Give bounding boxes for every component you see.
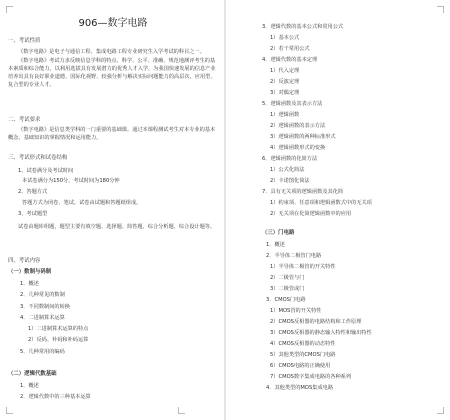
subsection-heading: （一）数制与码制: [8, 269, 52, 275]
list-item: 2）若干常用公式: [270, 46, 310, 52]
list-item: 3．不同数制间的转换: [20, 304, 70, 310]
list-item: 4）CMOS反相器的动态特性: [270, 341, 336, 347]
section-heading: 一、考试性质: [8, 38, 41, 44]
list-item: 7．具有无关项的逻辑函数及其化简: [262, 189, 344, 195]
list-item: 1．概述: [20, 383, 39, 389]
list-item: 1）基本公式: [270, 35, 300, 41]
subsection-heading: （三）门电路: [262, 230, 295, 236]
list-item: 2）逻辑函数的表示方法: [270, 123, 326, 129]
list-item: 3）逻辑函数的两种标准形式: [270, 134, 336, 140]
list-item: 4）逻辑函数形式的变换: [270, 145, 326, 151]
list-item: 1．概述: [266, 242, 285, 248]
crop-mark: [6, 407, 13, 414]
paragraph: 《数字电路》是信息类学科的一门重要的基础课。通过本课程测试考生对本专业的基本概念、基础知识的掌握情况和运用能力。: [8, 127, 216, 141]
list-item: 5．逻辑函数及其表示方法: [262, 101, 323, 107]
subsection-heading: （二）逻辑代数基础: [8, 371, 57, 377]
crop-mark: [6, 6, 13, 13]
paragraph: 《数字电路》考试力求反映信息学科的特点、科学、公平、准确、规范地测评考生的基本素质和综合能力，以利用选拔具有发展潜力的优秀人才入学，为我国快速发展的信息产业培养出具有良好职业道德、国际化视野、较强分析与解决实际问题能力的高层次、应用型、复合型的专业人才。: [8, 58, 216, 88]
list-item: 2．半导体二极管门电路: [266, 253, 322, 259]
list-item: 4．逻辑代数的基本定理: [262, 57, 318, 63]
list-item: 1）半导体二极管的开关特性: [270, 264, 336, 270]
section-heading: 四、考试内容: [8, 258, 41, 264]
list-item: 5．几种常用的编码: [20, 349, 65, 355]
crop-mark: [437, 6, 444, 13]
list-item: 1、试卷满分及考试时间: [18, 168, 74, 174]
list-item: 2、答题方式: [18, 189, 48, 195]
list-item: 3．逻辑代数的基本公式和常用公式: [262, 24, 344, 30]
list-item: 5）其他类型的CMOS门电路: [270, 352, 336, 358]
list-item: 6．逻辑函数的化简方法: [262, 156, 318, 162]
list-item: 本试卷满分为150分，考试时间为180分钟: [22, 178, 120, 184]
crop-mark: [178, 407, 185, 414]
list-item: 2）无关项在化简逻辑函数中的应用: [270, 211, 352, 217]
list-item: 2）反演定理: [270, 79, 300, 85]
list-item: 1）二进制算术运算的特点: [28, 326, 89, 332]
list-item: 1）公式化简法: [270, 167, 305, 173]
crop-mark: [437, 407, 444, 414]
list-item: 1）代入定理: [270, 68, 300, 74]
list-item: 2）二极管与门: [270, 275, 305, 281]
list-item: 4．其他类型的MOS集成电路: [266, 385, 334, 391]
list-item: 2）反码、补码和补码运算: [28, 337, 89, 343]
list-item: 1）约束项、任意项和逻辑函数式中的无关项: [270, 200, 372, 206]
list-item: 3）对偶定理: [270, 90, 300, 96]
paragraph: 《数字电路》是电子与通信工程、集成电路工程专业研究生入学考试的科目之一。: [18, 49, 205, 55]
list-item: 1．概述: [20, 281, 39, 287]
list-item: 1）逻辑函数: [270, 112, 300, 118]
list-item: 2）卡诺图化简法: [270, 178, 310, 184]
list-item: 2．几种常见的数制: [20, 292, 65, 298]
list-item: 1）MOS管的开关特性: [270, 308, 322, 314]
list-item: 3）二极管或门: [270, 286, 305, 292]
paragraph: 试卷由题库组题，题型主要有填空题、选择题、简答题、综合分析题、综合设计题等。: [18, 224, 216, 230]
list-item: 4．二进制算术运算: [20, 315, 65, 321]
list-item: 7）CMOS数字集成电路的各种系列: [270, 374, 352, 380]
list-item: 3．CMOS门电路: [266, 297, 306, 303]
list-item: 3、考试题型: [18, 211, 48, 217]
list-item: 3）CMOS反相器的静态输入特性和输出特性: [270, 330, 372, 336]
page-fold: [224, 0, 226, 420]
list-item: 2．逻辑代数中的三种基本运算: [20, 394, 91, 400]
list-item: 2）CMOS反相器的电路结构和工作原理: [270, 319, 362, 325]
section-heading: 二、考试要求: [8, 117, 41, 123]
list-item: 6）CMOS电路的正确使用: [270, 363, 331, 369]
document-title: 906—数字电路: [78, 18, 148, 29]
section-heading: 三、考试形式和试卷结构: [8, 155, 68, 161]
list-item: 答题方式为闭卷、笔试。试卷由试题和答题纸组成。: [22, 200, 142, 206]
